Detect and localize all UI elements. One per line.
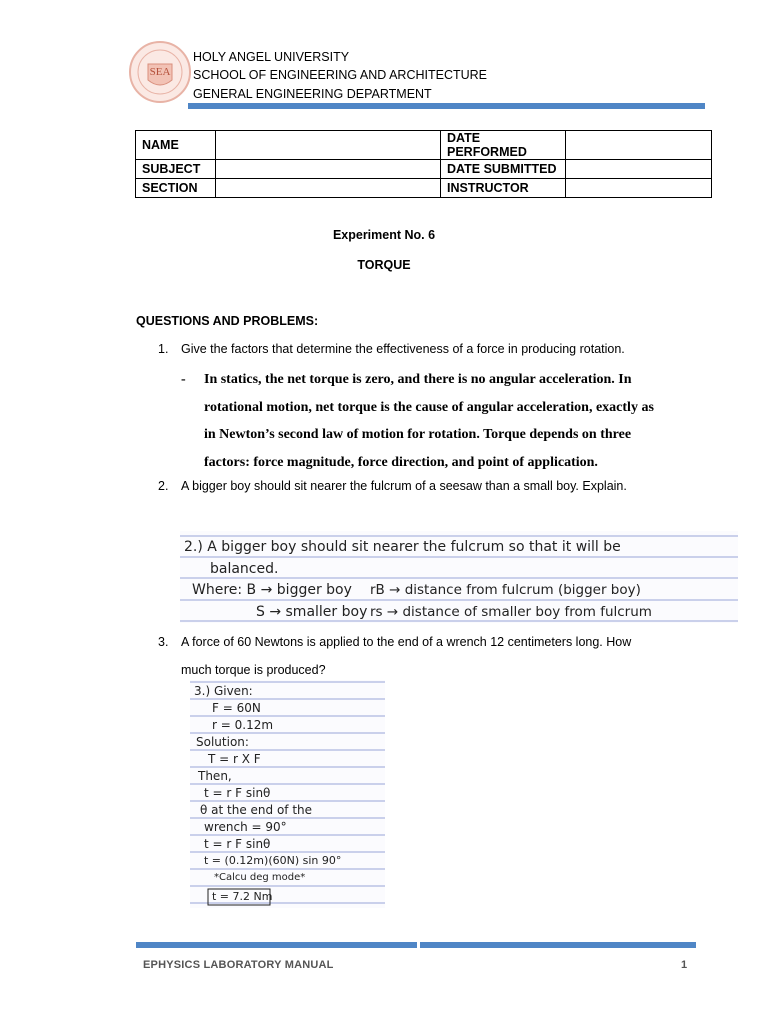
handwritten-answer-3-image [190, 680, 385, 908]
question-3-text-line2: much torque is produced? [181, 663, 326, 677]
question-2-number: 2. [158, 479, 169, 493]
date-performed-field[interactable] [566, 131, 712, 160]
university-seal-icon [128, 40, 192, 104]
hw-line: t = r F sinθ [204, 786, 271, 800]
university-name: HOLY ANGEL UNIVERSITY [193, 50, 350, 64]
answer-1 [204, 366, 704, 476]
answer-1-line: in Newton’s second law of motion for rotation. Torque depends on three [204, 427, 632, 442]
experiment-number: Experiment No. 6 [332, 228, 436, 242]
answer-1-line: In statics, the net torque is zero, and there is no angular acceleration. In [204, 372, 632, 387]
hw-line: balanced. [210, 561, 279, 577]
hw-line: t = r F sinθ [204, 837, 271, 851]
question-1-number: 1. [158, 342, 169, 356]
seal-text: SEA [149, 66, 171, 78]
question-2-text: A bigger boy should sit nearer the fulcrum of a seesaw than a small boy. Explain. [181, 479, 627, 493]
hw-line: rs → distance of smaller boy from fulcrum [370, 604, 652, 620]
questions-heading: QUESTIONS AND PROBLEMS: [136, 314, 319, 328]
question-3-number: 3. [158, 635, 169, 649]
hw-line: T = r X F [208, 752, 261, 766]
instructor-label: INSTRUCTOR [441, 179, 566, 198]
subject-label: SUBJECT [136, 160, 216, 179]
answer-1-line: rotational motion, net torque is the cause of angular acceleration, exactly as [204, 399, 654, 415]
answer-1-dash: - [181, 372, 186, 387]
instructor-field[interactable] [566, 179, 712, 198]
answer-1-line: factors: force magnitude, force direction, and point of application. [204, 454, 598, 470]
hw-line: wrench = 90° [204, 820, 287, 834]
hw-line: t = 7.2 Nm [212, 890, 273, 903]
subject-field[interactable] [216, 160, 441, 179]
hw-line: Then, [198, 769, 232, 783]
hw-line: rB → distance from fulcrum (bigger boy) [370, 582, 641, 598]
name-label: NAME [136, 131, 216, 160]
date-submitted-field[interactable] [566, 160, 712, 179]
hw-line: t = (0.12m)(60N) sin 90° [204, 854, 342, 867]
student-info-table [135, 130, 712, 198]
hw-line: F = 60N [212, 701, 261, 715]
footer-divider-right [420, 942, 696, 948]
hw-line: 2.) A bigger boy should sit nearer the fulcrum so that it will be [184, 539, 621, 555]
date-performed-label: DATE PERFORMED [441, 131, 566, 160]
page-number: 1 [681, 959, 688, 971]
footer-divider-left [136, 942, 417, 948]
footer-manual-title: EPHYSICS LABORATORY MANUAL [143, 959, 334, 971]
name-field[interactable] [216, 131, 441, 160]
experiment-title: TORQUE [357, 258, 411, 272]
hw-line: θ at the end of the [200, 803, 313, 817]
hw-line: Solution: [196, 735, 249, 749]
hw-line: 3.) Given: [194, 684, 253, 698]
hw-line: *Calcu deg mode* [214, 872, 306, 883]
question-1-text: Give the factors that determine the effectiveness of a force in producing rotation. [181, 342, 625, 356]
department-name: GENERAL ENGINEERING DEPARTMENT [193, 87, 432, 101]
section-label: SECTION [136, 179, 216, 198]
school-name: SCHOOL OF ENGINEERING AND ARCHITECTURE [193, 68, 488, 82]
hw-line: Where: B → bigger boy [192, 582, 352, 598]
hw-line: S → smaller boy [256, 604, 368, 620]
section-field[interactable] [216, 179, 441, 198]
header-divider [188, 103, 705, 109]
handwritten-answer-2-image [180, 531, 738, 623]
hw-line: r = 0.12m [212, 718, 274, 732]
question-3-text-line1: A force of 60 Newtons is applied to the end of a wrench 12 centimeters long. How [181, 635, 632, 649]
date-submitted-label: DATE SUBMITTED [441, 160, 566, 179]
